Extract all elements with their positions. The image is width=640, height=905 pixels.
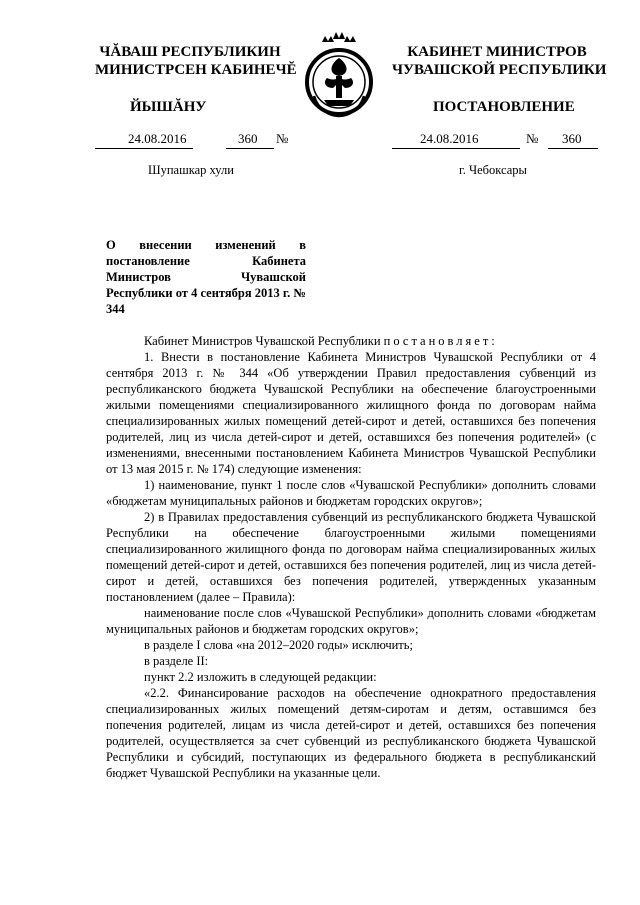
right-date-underline	[392, 148, 520, 149]
right-number-underline	[548, 148, 598, 149]
right-header-line1: КАБИНЕТ МИНИСТРОВ	[407, 44, 587, 60]
paragraph-3: 2) в Правилах предоставления субвенций из республиканского бюджета Чувашской Республики на обеспечение благоустроенными жилыми помещениями специализированного жилищного фонда по договорам найма специализированных жилых помещений детей-сирот и детей, оставшихся без попечения родителей, лиц из числа детей-сирот и детей, оставшихся без попечения родителей, утвержденных указанным постановлением (далее – Правила):	[106, 510, 596, 604]
left-number: 360	[238, 131, 258, 146]
left-date-underline	[95, 148, 193, 149]
paragraph-1: 1. Внести в постановление Кабинета Министров Чувашской Республики от 4 сентября 2013 г. № 344 «Об утверждении Правил предоставления субвенций из республиканского бюджета Чувашской Республики на обеспечение благоустроенными жилыми помещениями специализированного жилищного фонда по договорам найма специализированных жилых помещений детей-сирот и детей, оставшихся без попечения родителей, лиц из числа детей-сирот и детей, оставшихся без попечения родителей» (с изменениями, внесенными постановлением Кабинета Министров Чувашской Республики от 13 мая 2015 г. № 174) следующие изменения:	[106, 350, 596, 476]
paragraph-5: в разделе I слова «на 2012–2020 годы» исключить;	[144, 638, 413, 652]
paragraph-4: наименование после слов «Чувашской Республики» дополнить словами «бюджетам муниципальных районов и бюджетам городских округов»;	[106, 606, 596, 636]
paragraph-8: «2.2. Финансирование расходов на обеспечение однократного предоставления специализированных жилых помещений детям-сиротам и детям, оставшимся без попечения родителей, лицам из числа детей-сирот и детей, оставшихся без попечения родителей, осуществляется за счет субвенций из республиканского бюджета Чувашской Республики и субсидий, поступающих из федерального бюджета в республиканский бюджет Чувашской Республики на указанные цели.	[106, 686, 596, 780]
left-number-sign: №	[276, 131, 289, 146]
chuvash-coat-of-arms-icon	[300, 30, 378, 122]
left-header	[95, 43, 297, 79]
right-number-sign: №	[526, 131, 539, 146]
document-subject: О внесении изменений в постановление Кабинета Министров Чувашской Республики от 4 сентября 2013 г. № 344	[106, 238, 306, 316]
paragraph-2: 1) наименование, пункт 1 после слов «Чувашской Республики» дополнить словами «бюджетам муниципальных районов и бюджетам городских округов»;	[106, 478, 596, 508]
right-header	[392, 43, 607, 79]
document-body	[106, 333, 596, 781]
paragraph-7: пункт 2.2 изложить в следующей редакции:	[144, 670, 377, 684]
left-number-underline	[226, 148, 274, 149]
intro-verb: постановляет:	[383, 334, 498, 348]
paragraph-6: в разделе II:	[144, 654, 209, 668]
left-document-kind: ЙЫШĂНУ	[130, 99, 207, 115]
right-header-line2: ЧУВАШСКОЙ РЕСПУБЛИКИ	[392, 62, 607, 78]
right-date: 24.08.2016	[420, 131, 479, 146]
intro-prefix: Кабинет Министров Чувашской Республики	[144, 334, 384, 348]
right-city: г. Чебоксары	[459, 163, 527, 177]
right-number: 360	[562, 131, 582, 146]
intro-paragraph	[106, 333, 596, 349]
left-header-line2: МИНИСТРСЕН КАБИНЕЧĔ	[95, 62, 297, 78]
right-document-kind: ПОСТАНОВЛЕНИЕ	[433, 99, 575, 115]
left-date: 24.08.2016	[128, 131, 187, 146]
left-header-line1: ЧĂВАШ РЕСПУБЛИКИН	[99, 44, 281, 60]
left-city: Шупашкар хули	[148, 163, 234, 177]
